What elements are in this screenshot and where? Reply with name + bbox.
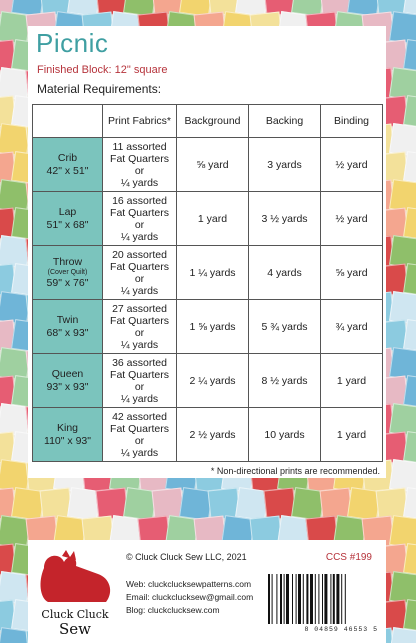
print-fabrics-line: Fat Quarters or xyxy=(110,422,169,447)
print-fabrics-cell xyxy=(103,354,177,408)
barcode-bar xyxy=(298,574,301,624)
print-fabrics-cell xyxy=(103,300,177,354)
binding-cell: 1 yard xyxy=(321,408,383,462)
backing-cell: 8 ½ yards xyxy=(249,354,321,408)
requirements-heading: Material Requirements: xyxy=(37,82,162,96)
footer-panel xyxy=(28,540,386,643)
size-dimensions: 51" x 68" xyxy=(46,218,89,231)
table-row xyxy=(33,300,383,354)
table-row xyxy=(33,354,383,408)
backing-cell: 4 yards xyxy=(249,246,321,300)
barcode-number: 8 04859 46553 5 xyxy=(304,626,378,633)
size-dimensions: 59" x 76" xyxy=(46,276,89,289)
binding-cell: ½ yard xyxy=(321,138,383,192)
table-row xyxy=(33,246,383,300)
size-name: Throw xyxy=(52,255,83,268)
print-fabrics-line: Fat Quarters or xyxy=(110,206,169,231)
print-fabrics-line: Fat Quarters or xyxy=(110,314,169,339)
binding-cell: ¾ yard xyxy=(321,300,383,354)
col-header-print-fabrics: Print Fabrics* xyxy=(103,105,177,138)
size-name: King xyxy=(56,421,78,434)
chicken-logo xyxy=(34,548,116,638)
size-dimensions: 42" x 51" xyxy=(46,164,89,177)
table-header-row xyxy=(33,105,383,138)
print-fabrics-cell xyxy=(103,138,177,192)
barcode-bar xyxy=(303,574,304,624)
print-fabrics-line: Fat Quarters or xyxy=(110,368,169,393)
print-fabrics-line: Fat Quarters or xyxy=(110,152,169,177)
print-fabrics-line: ¼ yards xyxy=(120,284,159,297)
quilt-patch xyxy=(389,627,416,643)
barcode-bar xyxy=(272,574,273,624)
size-cell xyxy=(33,138,103,192)
barcode-bar xyxy=(324,574,327,624)
size-name: Queen xyxy=(51,367,84,380)
print-fabrics-line: ¼ yards xyxy=(120,338,159,351)
finished-block-subtitle: Finished Block: 12" square xyxy=(37,64,168,76)
barcode-bar xyxy=(333,574,335,624)
barcode-bar xyxy=(286,574,289,624)
size-cell xyxy=(33,408,103,462)
logo-text-line1: Cluck Cluck xyxy=(41,608,109,621)
barcode-bar xyxy=(345,574,346,624)
barcode-bar xyxy=(280,574,282,624)
size-cell xyxy=(33,354,103,408)
print-fabrics-cell xyxy=(103,246,177,300)
size-dimensions: 110" x 93" xyxy=(44,434,91,447)
background-cell: 1 ⅝ yards xyxy=(177,300,249,354)
barcode xyxy=(266,574,376,628)
print-fabrics-line: 42 assorted xyxy=(112,410,167,423)
size-dimensions: 93" x 93" xyxy=(46,380,89,393)
email-link[interactable]: Email: cluckclucksew@gmail.com xyxy=(126,592,254,602)
binding-cell: ½ yard xyxy=(321,192,383,246)
size-cell xyxy=(33,192,103,246)
print-fabrics-line: 16 assorted xyxy=(112,194,167,207)
barcode-bar xyxy=(310,574,313,624)
print-fabrics-line: ¼ yards xyxy=(120,230,159,243)
pattern-card xyxy=(28,26,386,478)
col-header-binding: Binding xyxy=(321,105,383,138)
background-cell: 1 yard xyxy=(177,192,249,246)
print-fabrics-line: 36 assorted xyxy=(112,356,167,369)
backing-cell: 3 yards xyxy=(249,138,321,192)
col-header-background: Background xyxy=(177,105,249,138)
background-cell: ⅝ yard xyxy=(177,138,249,192)
print-fabrics-line: Fat Quarters or xyxy=(110,260,169,285)
background-cell: 1 ¼ yards xyxy=(177,246,249,300)
copyright: © Cluck Cluck Sew LLC, 2021 xyxy=(126,552,247,562)
table-row xyxy=(33,192,383,246)
table-row xyxy=(33,138,383,192)
background-cell: 2 ½ yards xyxy=(177,408,249,462)
print-fabrics-line: 27 assorted xyxy=(112,302,167,315)
contact-links xyxy=(126,578,253,617)
barcode-bar xyxy=(306,574,308,624)
logo-text-line2: Sew xyxy=(59,620,91,638)
print-fabrics-line: ¼ yards xyxy=(120,176,159,189)
footnote: * Non-directional prints are recommended. xyxy=(210,466,380,476)
barcode-bar xyxy=(318,574,319,624)
binding-cell: 1 yard xyxy=(321,354,383,408)
size-dimensions: 68" x 93" xyxy=(46,326,89,339)
print-fabrics-cell xyxy=(103,192,177,246)
size-cell xyxy=(33,246,103,300)
table-header-corner xyxy=(33,105,103,138)
backing-cell: 3 ½ yards xyxy=(249,192,321,246)
barcode-bar xyxy=(276,574,277,624)
blog-link[interactable]: Blog: cluckclucksew.com xyxy=(126,605,220,615)
size-name: Lap xyxy=(58,205,77,218)
barcode-bar xyxy=(341,574,342,624)
print-fabrics-line: ¼ yards xyxy=(120,392,159,405)
print-fabrics-line: ¼ yards xyxy=(120,446,159,459)
web-link[interactable]: Web: cluckclucksewpatterns.com xyxy=(126,579,252,589)
barcode-bar xyxy=(336,574,339,624)
barcode-bar xyxy=(322,574,323,624)
barcode-bar xyxy=(268,574,270,624)
page-title: Picnic xyxy=(36,28,109,58)
pattern-code: CCS #199 xyxy=(325,552,372,563)
table-row xyxy=(33,408,383,462)
barcode-bar xyxy=(315,574,316,624)
size-name: Crib xyxy=(57,151,78,164)
size-caption: (Cover Quilt) xyxy=(47,268,88,276)
backing-cell: 5 ¾ yards xyxy=(249,300,321,354)
col-header-backing: Backing xyxy=(249,105,321,138)
binding-cell: ⅝ yard xyxy=(321,246,383,300)
size-name: Twin xyxy=(56,313,79,326)
print-fabrics-cell xyxy=(103,408,177,462)
background-cell: 2 ¼ yards xyxy=(177,354,249,408)
backing-cell: 10 yards xyxy=(249,408,321,462)
material-table xyxy=(32,104,383,462)
print-fabrics-line: 11 assorted xyxy=(112,140,167,153)
barcode-bar xyxy=(296,574,297,624)
size-cell xyxy=(33,300,103,354)
barcode-bar xyxy=(292,574,293,624)
barcode-bar xyxy=(330,574,331,624)
print-fabrics-line: 20 assorted xyxy=(112,248,167,261)
barcode-bar xyxy=(284,574,285,624)
